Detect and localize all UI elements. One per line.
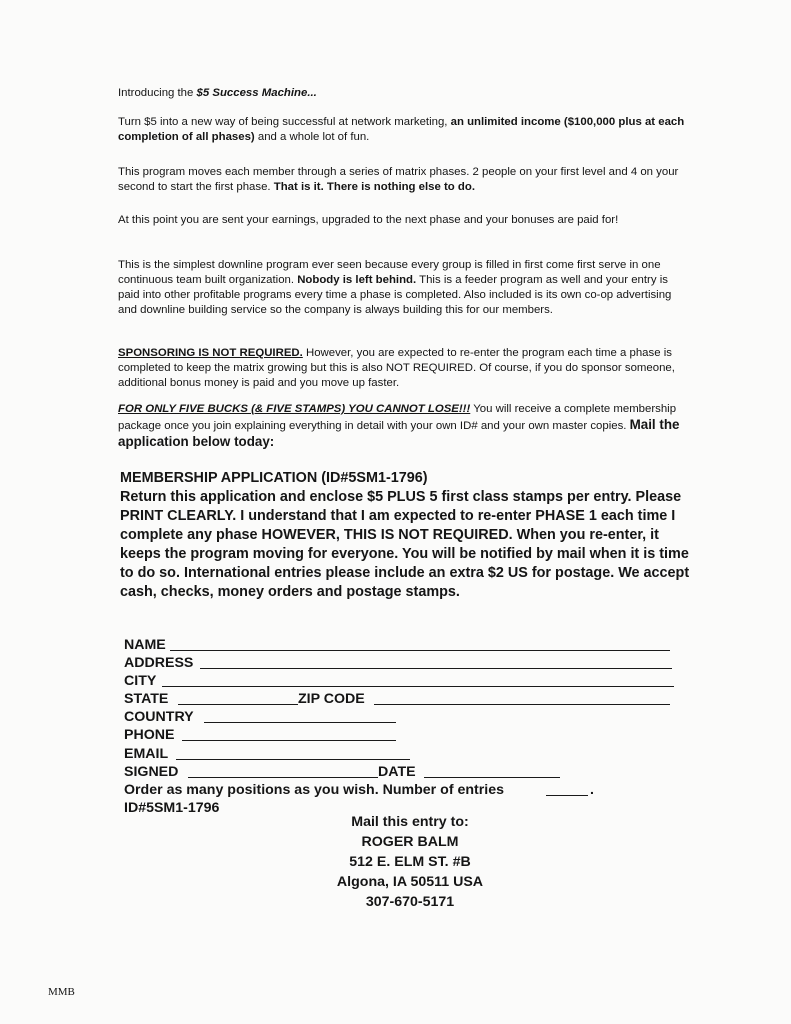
recipient-phone: 307-670-5171 bbox=[365, 894, 455, 910]
city-label: CITY bbox=[124, 673, 157, 690]
entries-field-line[interactable] bbox=[546, 795, 588, 796]
form-row-signed bbox=[124, 763, 684, 781]
recipient-name: ROGER BALM bbox=[361, 834, 459, 850]
nobody-left-behind: Nobody is left behind. bbox=[297, 274, 417, 286]
application-title: MEMBERSHIP APPLICATION (ID#5SM1-1796) bbox=[120, 470, 428, 486]
paragraph-five-bucks: FOR ONLY FIVE BUCKS (& FIVE STAMPS) YOU CANNOT LOSE!!! You will receive a complete membership package once you join explaining everything in detail with your own ID# and your own master copies. Mail the application below today: bbox=[118, 403, 680, 449]
sponsoring-heading: SPONSORING IS NOT REQUIRED. bbox=[118, 347, 303, 359]
recipient-city: Algona, IA 50511 USA bbox=[336, 874, 484, 890]
country-label: COUNTRY bbox=[124, 709, 194, 726]
form-row-city bbox=[124, 672, 684, 690]
paragraph-income: Turn $5 into a new way of being successful at network marketing, an unlimited income ($100,000 plus at each completion of all phases) and a whole lot of fun. bbox=[118, 116, 685, 143]
name-field-line[interactable] bbox=[170, 650, 670, 651]
paragraph-earnings: At this point you are sent your earnings, upgraded to the next phase and your bonuses are paid for! bbox=[118, 214, 619, 226]
form-row-country bbox=[124, 708, 684, 726]
address-label: ADDRESS bbox=[124, 655, 194, 672]
city-field-line[interactable] bbox=[162, 686, 674, 687]
name-label: NAME bbox=[124, 637, 166, 653]
email-label: EMAIL bbox=[124, 745, 169, 762]
program-name: $5 Success Machine... bbox=[196, 87, 317, 99]
form-row-state bbox=[124, 690, 684, 708]
mailing-address bbox=[300, 812, 520, 912]
zip-label: ZIP CODE bbox=[298, 691, 365, 708]
form-row-phone bbox=[124, 726, 684, 744]
paragraph-downline: This is the simplest downline program ever seen because every group is filled in first come first serve in one continuous team built organization. Nobody is left behind. This is a feeder program as well and your entry is paid into other profitable programs every time a phase is completed. Also included is its own co-op advertising and downline building service so the company is always building this for our members. bbox=[118, 259, 672, 316]
email-field-line[interactable] bbox=[176, 759, 410, 760]
income-highlight: an unlimited income ($100,000 plus at each completion of all phases) bbox=[118, 116, 685, 143]
nothing-else-highlight: That is it. There is nothing else to do. bbox=[273, 181, 476, 193]
intro-prefix: Introducing the bbox=[118, 87, 197, 99]
five-bucks-heading: FOR ONLY FIVE BUCKS (& FIVE STAMPS) YOU CANNOT LOSE!!! bbox=[118, 403, 471, 415]
mail-heading: Mail this entry to: bbox=[351, 814, 469, 830]
membership-id: ID#5SM1-1796 bbox=[124, 799, 220, 816]
form-row-address bbox=[124, 654, 684, 672]
paragraph-matrix: This program moves each member through a series of matrix phases. 2 people on your first level and 4 on your second to start the first phase. That is it. There is nothing else to do. bbox=[118, 166, 679, 193]
membership-form bbox=[124, 636, 684, 817]
signed-label: SIGNED bbox=[124, 763, 179, 780]
date-field-line[interactable] bbox=[424, 777, 560, 778]
phone-field-line[interactable] bbox=[182, 740, 396, 741]
order-period: . bbox=[590, 781, 594, 798]
paragraph-sponsoring: SPONSORING IS NOT REQUIRED. However, you are expected to re-enter the program each time a phase is completed to keep the matrix growing but this is also NOT REQUIRED. Of course, if you do sponsor someone, additional bonus money is paid and you move up faster. bbox=[118, 347, 675, 389]
state-label: STATE bbox=[124, 691, 169, 708]
state-field-line[interactable] bbox=[178, 704, 298, 705]
mail-application-callout: Mail the application below today: bbox=[118, 417, 680, 449]
application-body: Return this application and enclose $5 PLUS 5 first class stamps per entry. Please PRINT CLEARLY. I understand that I am expected to re-enter PHASE 1 each time I complete any phase HOWEVER, THIS IS NOT REQUIRED. When you re-enter, it keeps the program moving for everyone. You will be notified by mail when it is time to do so. International entries please include an extra $2 US for postage. We accept cash, checks, money orders and postage stamps. bbox=[120, 489, 690, 600]
recipient-street: 512 E. ELM ST. #B bbox=[349, 854, 471, 870]
country-field-line[interactable] bbox=[204, 722, 396, 723]
form-row-order bbox=[124, 781, 684, 799]
form-row-name bbox=[124, 636, 684, 654]
order-text: Order as many positions as you wish. Number of entries bbox=[124, 781, 505, 798]
footer-initials: MMB bbox=[48, 986, 75, 998]
date-label: DATE bbox=[378, 763, 416, 780]
intro-line bbox=[118, 86, 686, 101]
address-field-line[interactable] bbox=[200, 668, 672, 669]
phone-label: PHONE bbox=[124, 727, 175, 744]
zip-field-line[interactable] bbox=[374, 704, 670, 705]
form-row-email bbox=[124, 745, 684, 763]
signature-field-line[interactable] bbox=[188, 777, 378, 778]
